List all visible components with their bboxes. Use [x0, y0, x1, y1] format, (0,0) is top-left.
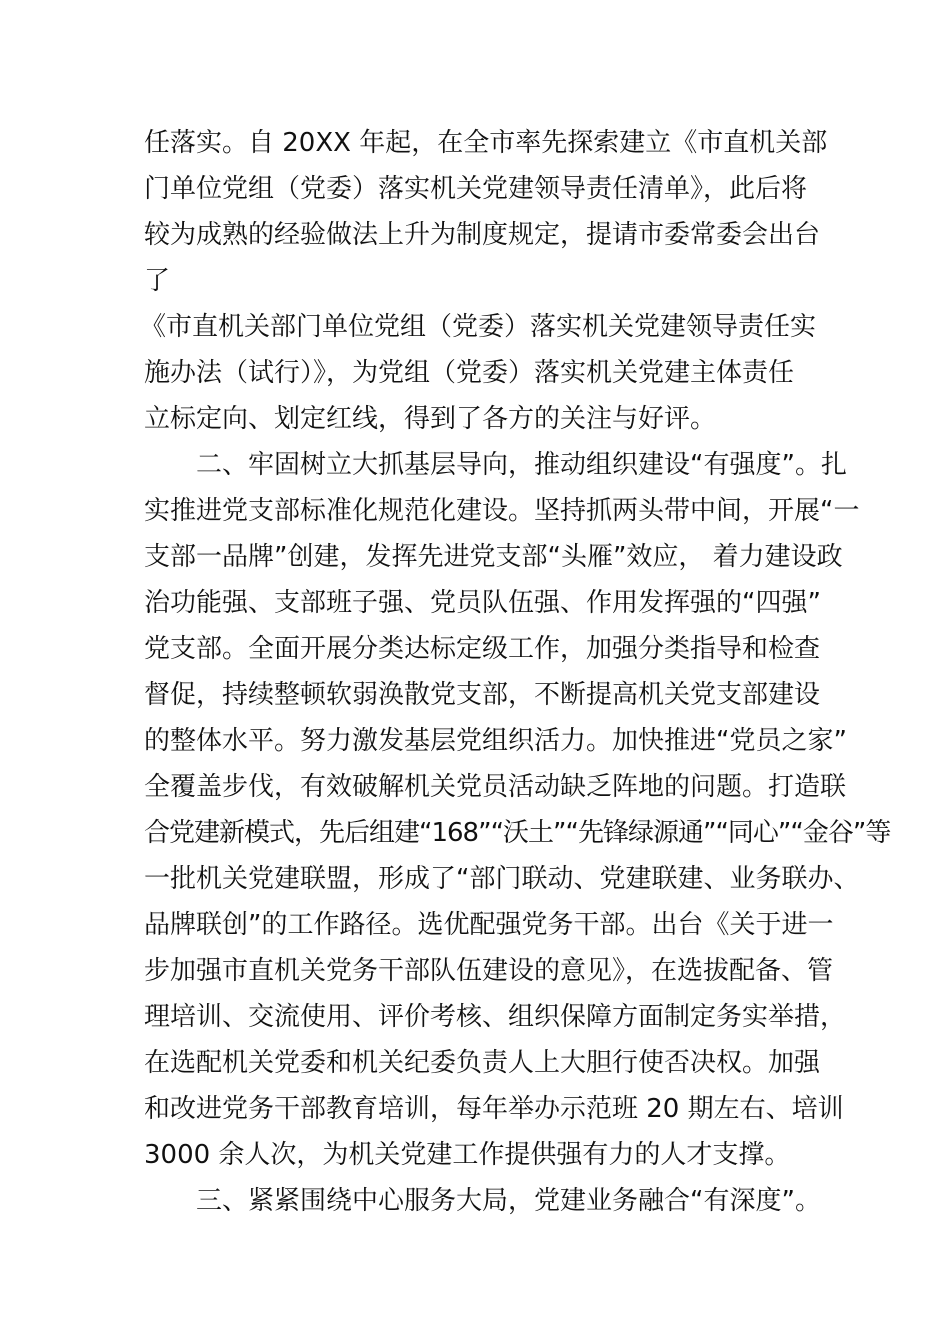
paragraph-1-line-6: 施办法（试行）》，为党组（党委）落实机关党建主体责任: [144, 358, 795, 388]
paragraph-2-line-16: 3000 余人次，为机关党建工作提供强有力的人才支撑。: [144, 1140, 791, 1170]
paragraph-2-line-10: 一批机关党建联盟，形成了“部门联动、党建联建、业务联办、: [144, 864, 860, 894]
paragraph-2-line-3: 支部一品牌”创建，发挥先进党支部“头雁”效应， 着力建设政: [144, 542, 843, 572]
paragraph-2-line-9: 合党建新模式，先后组建“168”“沃土”“先锋绿源通”“同心”“金谷”等: [144, 818, 891, 848]
paragraph-1-line-2: 门单位党组（党委）落实机关党建领导责任清单》，此后将: [144, 174, 808, 204]
paragraph-2-line-14: 在选配机关党委和机关纪委负责人上大胆行使否决权。加强: [144, 1048, 821, 1078]
paragraph-2-line-4: 治功能强、支部班子强、党员队伍强、作用发挥强的“四强”: [144, 588, 821, 618]
paragraph-1-line-7: 立标定向、划定红线，得到了各方的关注与好评。: [144, 404, 717, 434]
paragraph-3-line-1: 三、紧紧围绕中心服务大局，党建业务融合“有深度”。: [144, 1186, 821, 1216]
paragraph-2-line-6: 督促，持续整顿软弱涣散党支部，不断提高机关党支部建设: [144, 680, 821, 710]
paragraph-2-line-15: 和改进党务干部教育培训，每年举办示范班 20 期左右、培训: [144, 1094, 844, 1124]
paragraph-1-line-4: 了: [144, 266, 171, 296]
paragraph-2-line-12: 步加强市直机关党务干部队伍建设的意见》，在选拔配备、管: [144, 956, 834, 986]
paragraph-2-line-13: 理培训、交流使用、评价考核、组织保障方面制定务实举措，: [144, 1002, 847, 1032]
paragraph-2-line-8: 全覆盖步伐，有效破解机关党员活动缺乏阵地的问题。打造联: [144, 772, 847, 802]
paragraph-1-line-3: 较为成熟的经验做法上升为制度规定，提请市委常委会出台: [144, 220, 821, 250]
paragraph-2-line-1: 二、牢固树立大抓基层导向，推动组织建设“有强度”。扎: [144, 450, 847, 480]
paragraph-2-line-5: 党支部。全面开展分类达标定级工作，加强分类指导和检查: [144, 634, 821, 664]
paragraph-1-line-5: 《市直机关部门单位党组（党委）落实机关党建领导责任实: [140, 312, 817, 342]
paragraph-1-line-1: 任落实。自 20XX 年起，在全市率先探索建立《市直机关部: [144, 128, 828, 158]
paragraph-2-line-2: 实推进党支部标准化规范化建设。坚持抓两头带中间，开展“一: [144, 496, 860, 526]
paragraph-2-line-11: 品牌联创”的工作路径。选优配强党务干部。出台《关于进一: [144, 910, 834, 940]
paragraph-2-line-7: 的整体水平。努力激发基层党组织活力。加快推进“党员之家”: [144, 726, 847, 756]
